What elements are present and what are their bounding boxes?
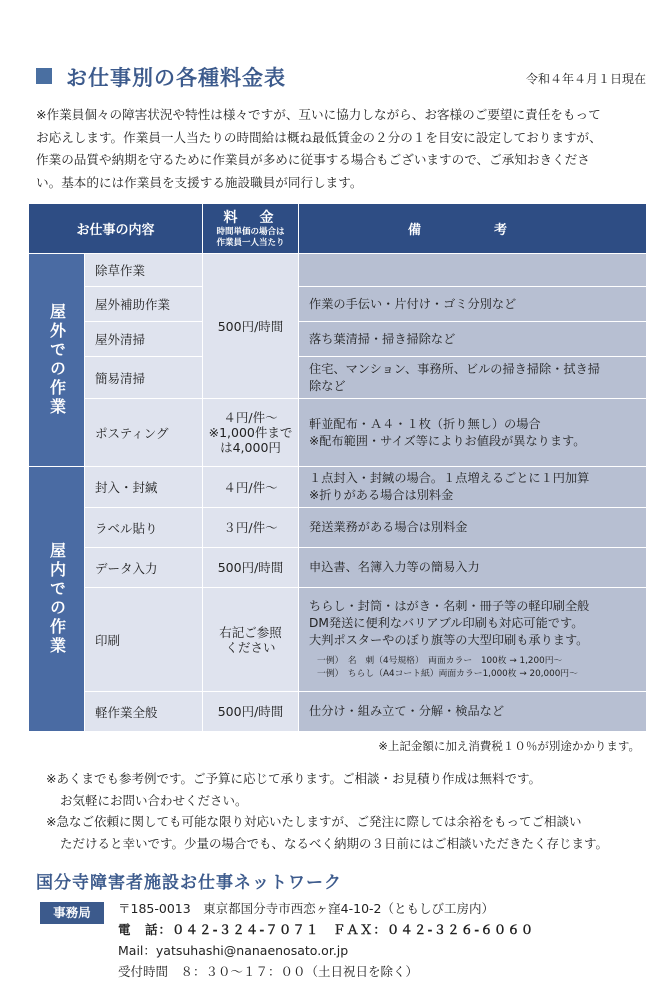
price-line: 右記ご参照	[219, 624, 282, 640]
note-data-entry: 申込書、名簿入力等の簡易入力	[299, 548, 647, 588]
tax-note: ※上記金額に加え消費税１０％が別途かかります。	[378, 739, 640, 753]
note-labeling: 発送業務がある場合は別料金	[299, 508, 647, 548]
office-hours: 受付時間 ８：３０～１７：００（土日祝日を除く）	[118, 964, 419, 979]
header-work: お仕事の内容	[29, 204, 203, 254]
notes-line: お気軽にお問い合わせください。	[60, 792, 248, 808]
note-line: １点封入・封緘の場合。１点増えるごとに１円加算	[309, 471, 590, 485]
note-simple-cleaning	[299, 357, 647, 399]
note-line: 軒並配布・Ａ４・１枚（折り無し）の場合	[309, 416, 541, 431]
header-fee-sub: 時間単価の場合は	[216, 226, 285, 237]
org-name: 国分寺障害者施設お仕事ネットワーク	[36, 873, 342, 893]
table-row	[29, 399, 647, 467]
table-row	[29, 287, 647, 322]
header-note: 備 考	[299, 204, 647, 254]
table-header-row	[29, 204, 647, 254]
item-outdoor-assist: 屋外補助作業	[85, 287, 203, 322]
category-indoor: 屋内での作業	[29, 467, 85, 732]
item-labeling: ラベル貼り	[85, 508, 203, 548]
table-row	[29, 588, 647, 692]
phone-fax: 電 話：０４２-３２４-７０７１ ＦＡＸ：０４２-３２６-６０６０	[118, 922, 535, 937]
price-printing	[203, 588, 299, 692]
header-fee-sub: 作業員一人当たり	[216, 237, 285, 248]
item-outdoor-cleaning: 屋外清掃	[85, 322, 203, 357]
price-line: ください	[225, 639, 276, 655]
category-outdoor: 屋外での作業	[29, 254, 85, 467]
intro-line: い。基本的には作業員を支援する施設職員が同行します。	[36, 174, 363, 190]
intro-line: 作業の品質や納期を守るために作業員が多めに従事する場合もございますので、ご承知おきくださ	[36, 152, 590, 167]
note-outdoor-cleaning: 落ち葉清掃・掃き掃除など	[299, 322, 647, 357]
note-line: 住宅、マンション、事務所、ビルの掃き掃除・拭き掃	[309, 361, 600, 376]
intro-line: ※作業員個々の障害状況や特性は様々ですが、互いに協力しながら、お客様のご要望に責任をもって	[36, 107, 601, 122]
note-light-work: 仕分け・組み立て・分解・検品など	[299, 692, 647, 732]
notes	[46, 768, 636, 854]
note-line: ※折りがある場合は別料金	[309, 488, 454, 502]
note-printing	[299, 588, 647, 692]
example-line: 一例） ちらし（A4コート紙）両面カラー1,000枚 → 20,000円〜	[317, 669, 578, 679]
effective-date: 令和４年４月１日現在	[525, 72, 646, 86]
table-row	[29, 548, 647, 588]
table-row	[29, 254, 647, 287]
price-data-entry: 500円/時間	[203, 548, 299, 588]
note-weeding	[299, 254, 647, 287]
price-labeling: ３円/件〜	[203, 508, 299, 548]
price-line: ４円/件〜	[223, 410, 278, 425]
price-posting	[203, 399, 299, 467]
note-line: ちらし・封筒・はがき・名刺・冊子等の軽印刷全般	[309, 599, 590, 613]
item-printing: 印刷	[85, 588, 203, 692]
price-line: は4,000円	[220, 440, 281, 455]
email-link[interactable]: Mail：yatsuhashi@nanaenosato.or.jp	[118, 943, 349, 958]
note-line: 大判ポスターやのぼり旗等の大型印刷も承ります。	[309, 633, 589, 647]
price-outdoor-shared: 500円/時間	[203, 254, 299, 399]
item-enclosing: 封入・封緘	[85, 467, 203, 508]
note-line: ※配布範囲・サイズ等によりお値段が異なります。	[309, 433, 586, 448]
notes-line: ただけると幸いです。少量の場合でも、なるべく納期の３日前にはご相談いただきたく存じます。	[60, 835, 609, 851]
table-row	[29, 357, 647, 399]
table-row	[29, 467, 647, 508]
address: 〒185-0013 東京都国分寺市西恋ヶ窪4-10-2（ともしび工房内）	[118, 901, 495, 916]
title-row	[36, 62, 646, 92]
table-row	[29, 508, 647, 548]
note-line: 除など	[309, 378, 346, 393]
price-line: ※1,000件まで	[208, 425, 293, 440]
item-posting: ポスティング	[85, 399, 203, 467]
intro-line: お応えします。作業員一人当たりの時間給は概ね最低賃金の２分の１を目安に設定しておりますが、	[36, 129, 602, 145]
price-light-work: 500円/時間	[203, 692, 299, 732]
example-line: 一例） 名 刺（4号規格） 両面カラー 100枚 → 1,200円〜	[317, 656, 563, 666]
title-square-icon	[36, 68, 52, 84]
table-row	[29, 322, 647, 357]
note-line: DM発送に便利なバリアブル印刷も対応可能です。	[309, 616, 584, 630]
contact-info	[118, 898, 534, 982]
notes-line: ※急なご依頼に関しても可能な限り対応いたしますが、ご発注に際しては余裕をもってご相談い	[46, 814, 582, 829]
price-table	[28, 203, 647, 732]
price-enclosing: ４円/件〜	[203, 467, 299, 508]
header-fee	[203, 204, 299, 254]
note-outdoor-assist: 作業の手伝い・片付け・ゴミ分別など	[299, 287, 647, 322]
page-title: お仕事別の各種料金表	[66, 66, 286, 90]
note-enclosing	[299, 467, 647, 508]
table-row	[29, 692, 647, 732]
notes-line: ※あくまでも参考例です。ご予算に応じて承ります。ご相談・お見積り作成は無料です。	[46, 771, 541, 786]
item-data-entry: データ入力	[85, 548, 203, 588]
item-light-work: 軽作業全般	[85, 692, 203, 732]
intro-text	[36, 104, 642, 194]
note-posting	[299, 399, 647, 467]
header-fee-label: 料 金	[223, 209, 278, 226]
item-weeding: 除草作業	[85, 254, 203, 287]
office-badge: 事務局	[40, 902, 104, 924]
item-simple-cleaning: 簡易清掃	[85, 357, 203, 399]
